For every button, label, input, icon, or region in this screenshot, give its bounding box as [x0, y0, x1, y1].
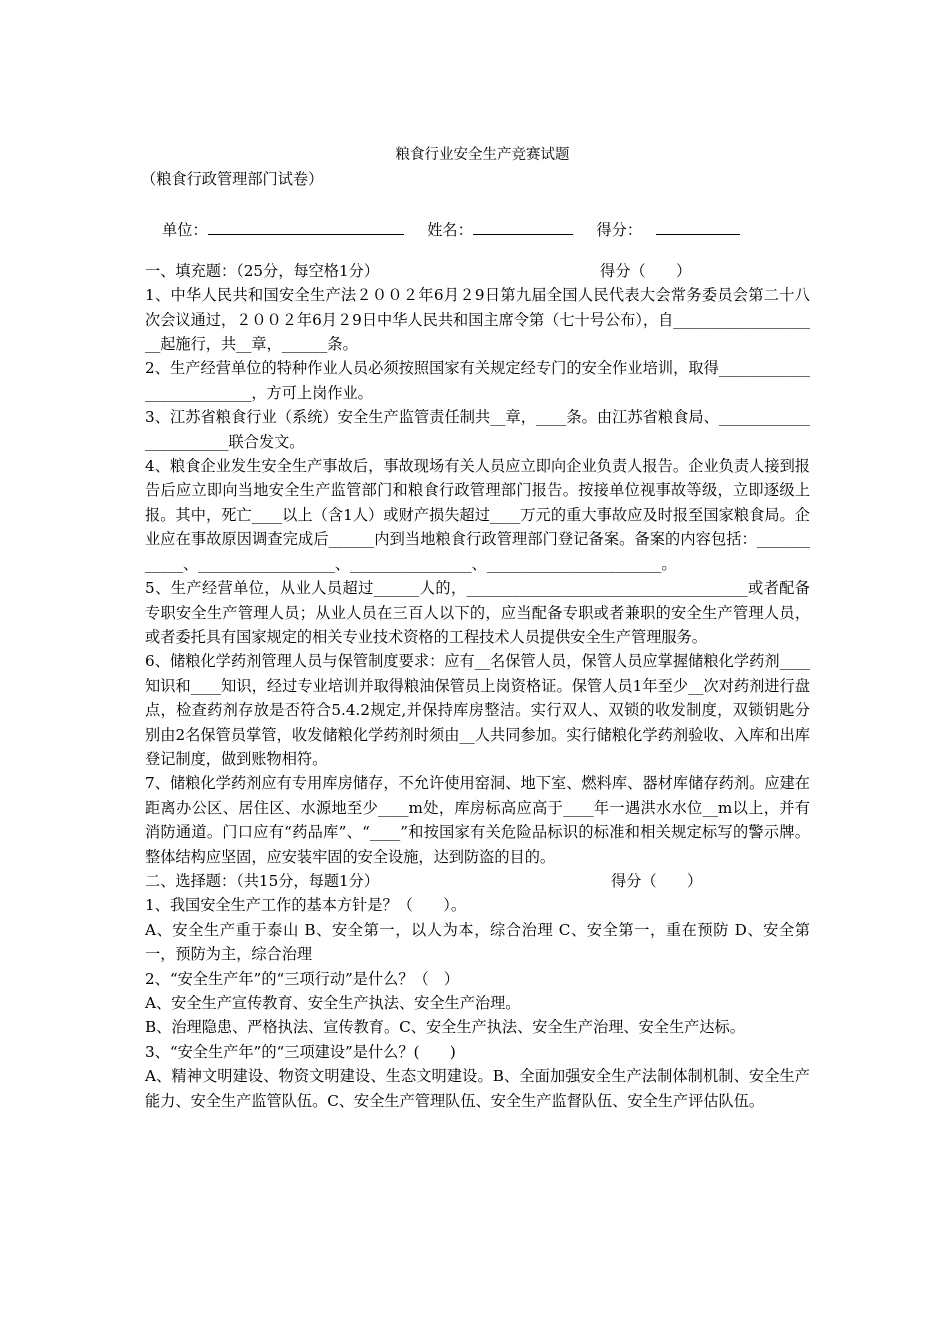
- section-heading: [145, 869, 810, 893]
- candidate-info-row: [145, 217, 810, 247]
- section2-heading: 二、选择题：（共15分，每题1分）: [145, 871, 380, 890]
- name-label: 姓名：: [427, 220, 473, 239]
- choice-question: 3、“安全生产年”的“三项建设”是什么？( ): [145, 1042, 456, 1061]
- section-heading: [145, 259, 810, 283]
- name-field[interactable]: [473, 217, 573, 235]
- section1-heading: 一、填充题：（25分，每空格1分）: [145, 261, 380, 280]
- question-item: 4、粮食企业发生安全生产事故后，事故现场有关人员应立即向企业负责人报告。企业负责人接到报告后应立即向当地安全生产监管部门和粮食行政管理部门报告。按接单位视事故等级，立即逐级上报。其中，死亡____以上（含1人）或财产损失超过____万元的重大事故应及时报至国家粮食局。企业应在事故原因调查完成后______内到当地粮食行政管理部门登记备案。备案的内容包括：____________、__________________、________________、_______________________。: [145, 457, 810, 573]
- score-field[interactable]: [656, 217, 740, 235]
- section2-score: 得分（ ）: [611, 871, 703, 890]
- choice-options: A、安全生产宣传教育、安全生产执法、安全生产治理。: [145, 994, 521, 1012]
- unit-label: 单位：: [162, 220, 208, 239]
- section1-score: 得分（ ）: [600, 261, 692, 280]
- score-label: 得分：: [596, 220, 642, 239]
- question-item: 1、中华人民共和国安全生产法２００２年6月２9日第九届全国人民代表大会常务委员会第二十八次会议通过，２００２年6月２9日中华人民共和国主席令第（七十号公布），自____________________起施行，共__章，______条。: [145, 286, 810, 354]
- unit-field[interactable]: [208, 217, 404, 235]
- question-item: 3、江苏省粮食行业（系统）安全生产监管责任制共__章，____条。由江苏省粮食局、_______________________联合发文。: [145, 408, 810, 451]
- question-item: 7、储粮化学药剂应有专用库房储存，不允许使用窑洞、地下室、燃料库、器材库储存药剂。应建在距离办公区、居住区、水源地至少____m处，库房标高应高于____年一遇洪水水位__m以上，并有消防通道。门口应有“药品库”、“____”和按国家有关危险品标识的标准和相关规定标写的警示牌。整体结构应坚固，应安装牢固的安全设施，达到防盗的目的。: [145, 774, 810, 866]
- question-item: 2、生产经营单位的特种作业人员必须按照国家有关规定经专门的安全作业培训，取得__________________________，方可上岗作业。: [145, 359, 810, 402]
- choice-question: 2、“安全生产年”的“三项行动”是什么？（ ）: [145, 969, 460, 988]
- question-item: 6、储粮化学药剂管理人员与保管制度要求：应有__名保管人员，保管人员应掌握储粮化学药剂____知识和____知识，经过专业培训并取得粮油保管员上岗资格证。保管人员1年至少__次对药剂进行盘点，检查药剂存放是否符合5.4.2规定,并保持库房整洁。实行双人、双锁的收发制度，双锁钥匙分别由2名保管员掌管，收发储粮化学药剂时须由__人共同参加。实行储粮化学药剂验收、入库和出库登记制度，做到账物相符。: [145, 652, 810, 768]
- exam-page: [141, 143, 810, 1113]
- page-title: 粮食行业安全生产竞赛试题: [395, 147, 570, 163]
- choice-options: A、安全生产重于泰山 B、安全第一，以人为本，综合治理 C、安全第一，重在预防 D、安全第一，预防为主，综合治理: [145, 920, 810, 964]
- choice-question: 1、我国安全生产工作的基本方针是？（ ）。: [145, 896, 467, 915]
- choice-options: B、治理隐患、严格执法、宣传教育。C、安全生产执法、安全生产治理、安全生产达标。: [145, 1018, 745, 1037]
- question-item: 5、生产经营单位，从业人员超过______人的，_____________________________________或者配备专职安全生产管理人员；从业人员在三百人以下的，应当配备专职或者兼职的安全生产管理人员，或者委托具有国家规定的相关专业技术资格的工程技术人员提供安全生产管理服务。: [145, 579, 810, 646]
- choice-options: A、精神文明建设、物资文明建设、生态文明建设。B、全面加强安全生产法制体制机制、安全生产能力、安全生产监管队伍。C、安全生产管理队伍、安全生产监督队伍、安全生产评估队伍。: [145, 1067, 810, 1110]
- page-subtitle: （粮食行政管理部门试卷）: [141, 170, 324, 189]
